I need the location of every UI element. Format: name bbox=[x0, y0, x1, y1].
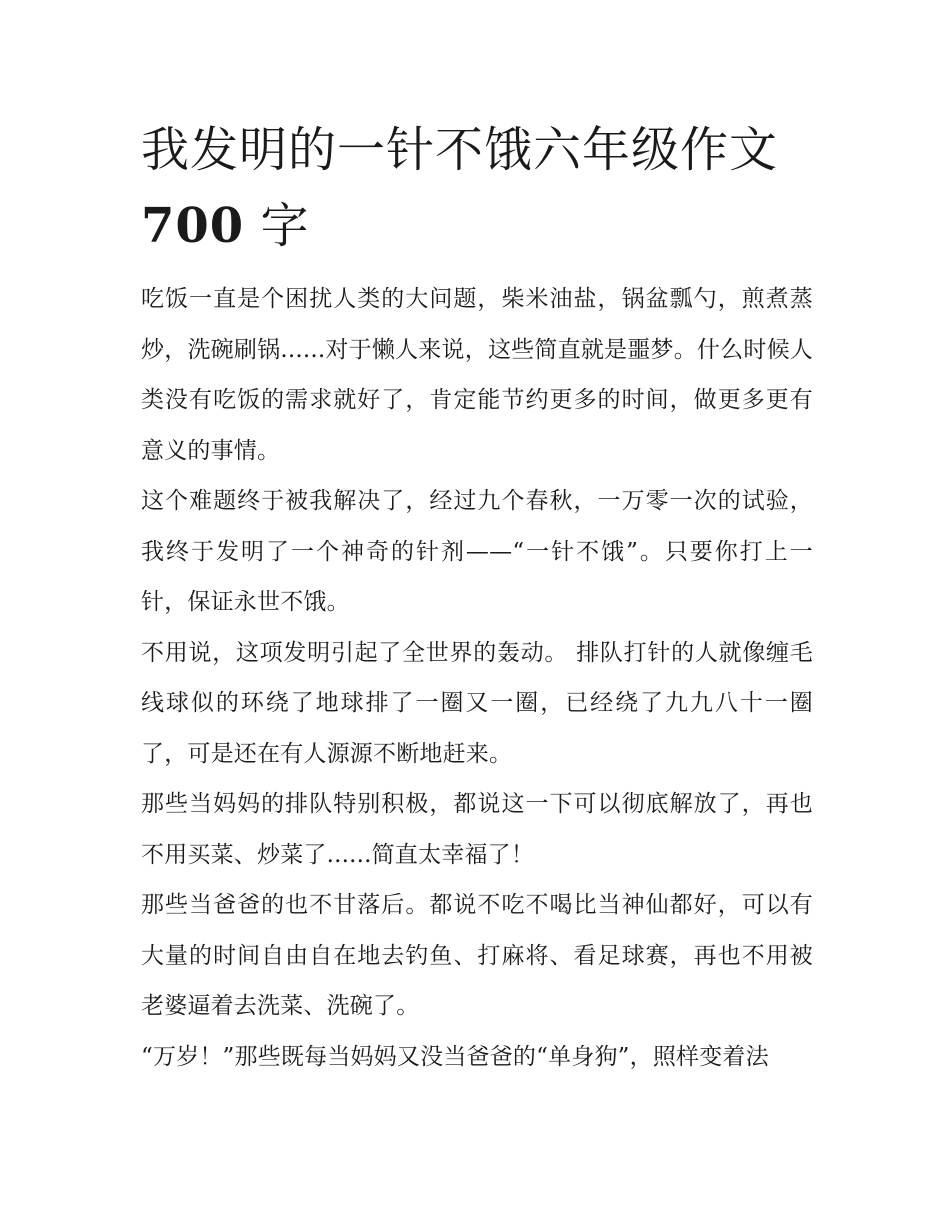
paragraph-5: 那些当爸爸的也不甘落后。都说不吃不喝比当神仙都好，可以有大量的时间自由自在地去钓鱼、打麻将、看足球赛，再也不用被老婆逼着去洗菜、洗碗了。 bbox=[141, 892, 813, 1019]
title-number: 700 bbox=[141, 198, 245, 254]
title-suffix: 字 bbox=[244, 198, 310, 254]
title-text: 我发明的一针不饿六年级作文 bbox=[141, 122, 779, 178]
paragraph-2: 这个难题终于被我解决了，经过九个春秋，一万零一次的试验，我终于发明了一个神奇的针剂——“一针不饿”。只要你打上一针，保证永世不饿。 bbox=[141, 488, 813, 615]
paragraph-1: 吃饭一直是个困扰人类的大问题，柴米油盐，锅盆瓢勺，煎煮蒸炒，洗碗刷锅......对于懒人来说，这些简直就是噩梦。什么时候人类没有吃饭的需求就好了，肯定能节约更多的时间，做更多更有意义的事情。 bbox=[141, 286, 813, 464]
document-page bbox=[141, 112, 813, 1082]
document-title bbox=[141, 112, 813, 264]
paragraph-6: “万岁！”那些既每当妈妈又没当爸爸的“单身狗”，照样变着法 bbox=[141, 1043, 769, 1070]
document-body bbox=[141, 274, 813, 1082]
paragraph-4: 那些当妈妈的排队特别积极，都说这一下可以彻底解放了，再也不用买菜、炒菜了......简直太幸福了！ bbox=[141, 791, 813, 868]
paragraph-3: 不用说，这项发明引起了全世界的轰动。 排队打针的人就像缠毛线球似的环绕了地球排了一圈又一圈，已经绕了九九八十一圈了，可是还在有人源源不断地赶来。 bbox=[141, 639, 813, 767]
